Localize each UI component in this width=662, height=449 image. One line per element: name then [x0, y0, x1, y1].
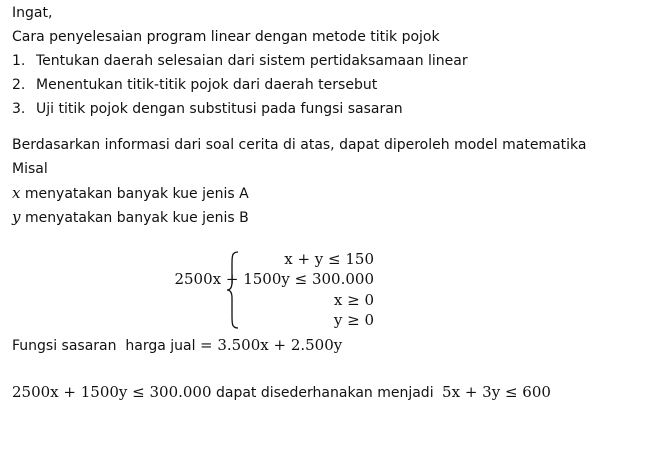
- constraint-row: x ≥ 0: [333, 291, 374, 309]
- list-item: [12, 76, 377, 94]
- intro-heading: [12, 4, 52, 22]
- variable-x-definition: [12, 184, 249, 203]
- constraint-row: y ≥ 0: [333, 311, 374, 329]
- model-statement: [12, 136, 586, 154]
- objective-function: [12, 336, 342, 355]
- variable-x-text: menyatakan banyak kue jenis A: [24, 186, 249, 202]
- misal-text: Misal: [12, 161, 48, 177]
- objective-label: Fungsi sasaran harga jual: [12, 338, 196, 354]
- intro-subheading: [12, 28, 440, 46]
- misal-label: [12, 160, 48, 178]
- step-text: Uji titik pojok dengan substitusi pada fungsi sasaran: [36, 101, 403, 117]
- list-item: [12, 52, 468, 70]
- intro-subheading-text: Cara penyelesaian program linear dengan metode titik pojok: [12, 29, 440, 45]
- variable-x: x: [12, 184, 21, 202]
- variable-y-text: menyatakan banyak kue jenis B: [24, 210, 249, 226]
- simplify-middle: dapat disederhanakan menjadi: [215, 385, 434, 401]
- model-statement-text: Berdasarkan informasi dari soal cerita di atas, dapat diperoleh model matematika: [12, 137, 587, 153]
- simplification: [12, 383, 551, 402]
- step-text: Tentukan daerah selesaian dari sistem pertidaksamaan linear: [36, 53, 468, 69]
- list-item: [12, 100, 403, 118]
- simplify-right: 5x + 3y ≤ 600: [442, 383, 551, 401]
- intro-heading-text: Ingat,: [12, 5, 53, 21]
- step-number: 3.: [12, 101, 26, 117]
- constraint-row: x + y ≤ 150: [284, 250, 374, 268]
- constraint-row: 2500x + 1500y ≤ 300.000: [174, 270, 374, 288]
- step-text: Menentukan titik-titik pojok dari daerah tersebut: [36, 77, 378, 93]
- simplify-left: 2500x + 1500y ≤ 300.000: [12, 383, 212, 401]
- constraint-system: [174, 250, 466, 330]
- step-number: 1.: [12, 53, 26, 69]
- variable-y: y: [12, 208, 21, 226]
- left-brace-icon: [226, 250, 240, 330]
- step-number: 2.: [12, 77, 26, 93]
- variable-y-definition: [12, 208, 249, 227]
- objective-formula: = 3.500x + 2.500y: [199, 336, 343, 354]
